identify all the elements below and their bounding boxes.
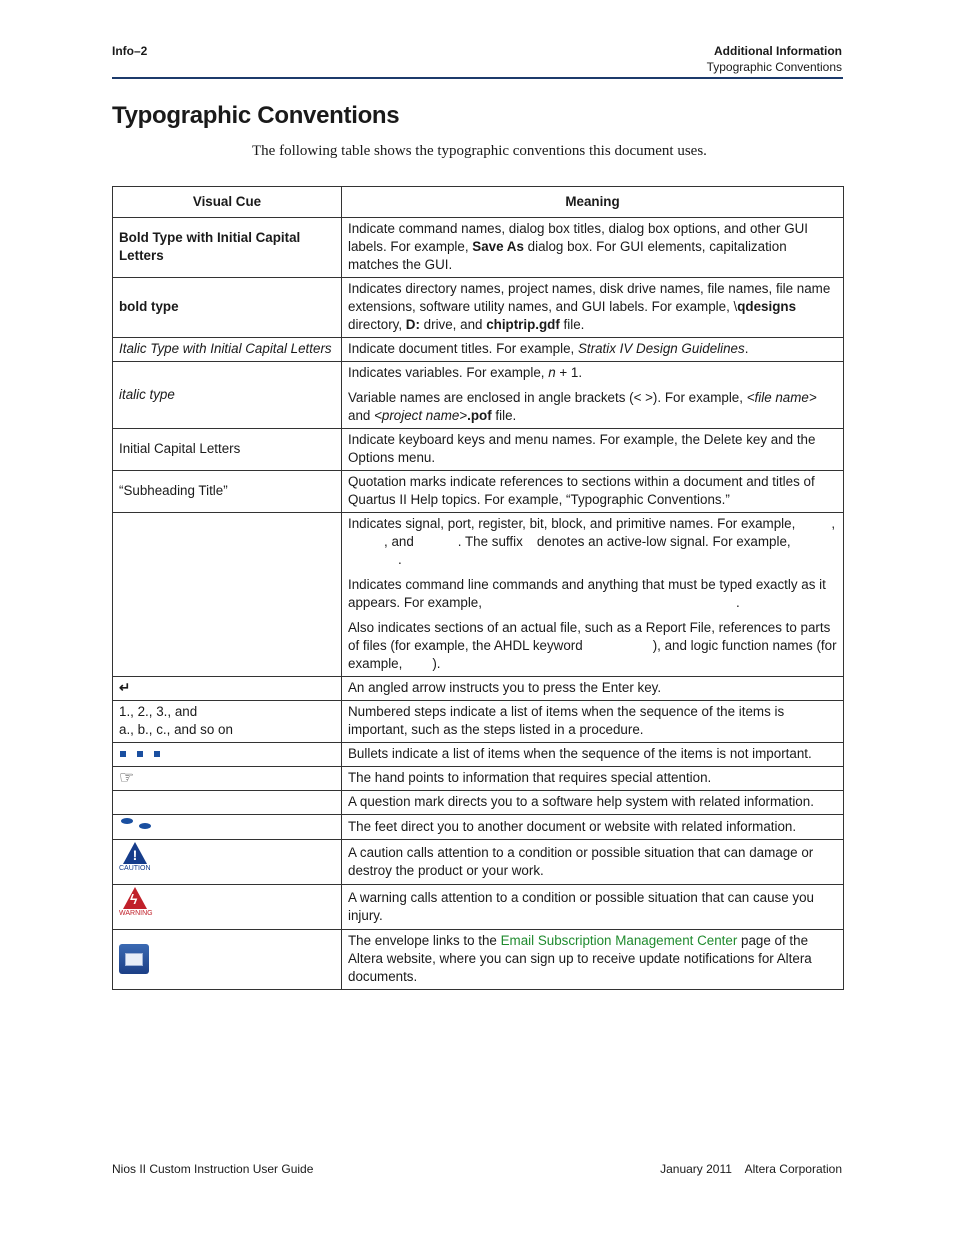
meaning-italic: <project name> (374, 408, 468, 423)
visual-cue: Bold Type with Initial Capital Letters (113, 218, 342, 278)
visual-cue: Initial Capital Letters (113, 429, 342, 471)
bullet-square-icon (154, 751, 160, 757)
footer-document-title: Nios II Custom Instruction User Guide (112, 1162, 314, 1176)
meaning: An angled arrow instructs you to press the Enter key. (342, 677, 844, 701)
meaning-text: file. (491, 408, 517, 423)
warning-icon-glyph: ϟ (130, 891, 138, 907)
meaning: A warning calls attention to a condition or possible situation that can cause you injury. (342, 885, 844, 930)
meaning-text: . (398, 552, 402, 567)
table-row (113, 278, 844, 338)
table-row (113, 701, 844, 743)
meaning-text: . The suffix (457, 534, 523, 549)
meaning-bold: pof (470, 408, 492, 423)
warning-icon (119, 887, 151, 921)
enter-arrow-icon: ↵ (113, 677, 342, 701)
visual-cue: Italic Type with Initial Capital Letters (113, 338, 342, 362)
warning-icon-label: WARNING (119, 910, 153, 917)
meaning: Indicate keyboard keys and menu names. For example, the Delete key and the Options menu. (342, 429, 844, 471)
table-row (113, 815, 844, 840)
visual-cue-line: 1., 2., 3., and (119, 704, 198, 719)
bullet-square-icon (137, 751, 143, 757)
meaning-text: Indicates command line commands and anything that must be typed exactly as it appears. For example, (348, 577, 826, 610)
page-title: Typographic Conventions (112, 102, 400, 129)
meaning (342, 218, 844, 278)
visual-cue (113, 815, 342, 840)
caution-icon-glyph: ! (132, 847, 138, 863)
meaning: A caution calls attention to a condition or possible situation that can damage or destroy the product or your work. (342, 840, 844, 885)
meaning-text: drive, and (419, 317, 487, 332)
meaning-text: Indicates variables. For example, (348, 365, 549, 380)
meaning (342, 338, 844, 362)
table-row (113, 513, 844, 677)
table-row (113, 362, 844, 429)
meaning-bold: Save As (472, 239, 524, 254)
running-header (707, 43, 842, 75)
visual-cue (113, 930, 342, 990)
running-header-section: Typographic Conventions (706, 60, 842, 74)
meaning-text: Indicate command names, dialog box titles, dialog box options, and other GUI labels. For example, (348, 221, 809, 254)
hand-icon: ☞ (113, 767, 342, 791)
feet-icon (119, 817, 159, 831)
meaning-italic: n (548, 365, 556, 380)
table-row (113, 471, 844, 513)
visual-cue: italic type (113, 362, 342, 429)
conventions-table (112, 186, 844, 990)
visual-cue (113, 701, 342, 743)
meaning-text: , (831, 516, 836, 531)
meaning-text: ). (432, 656, 441, 671)
intro-paragraph: The following table shows the typographic conventions this document uses. (252, 143, 707, 159)
visual-cue: “Subheading Title” (113, 471, 342, 513)
page-number: Info–2 (112, 44, 148, 58)
meaning-paragraph (348, 619, 837, 673)
meaning-text: . (744, 341, 749, 356)
meaning-text: Also indicates sections of an actual file, such as a Report File, references to parts of files (for example, the AHDL keyword (348, 620, 831, 653)
meaning (342, 930, 844, 990)
meaning-bold: D: (405, 317, 420, 332)
meaning-italic: <file name> (746, 390, 817, 405)
table-row (113, 840, 844, 885)
question-mark-icon (113, 791, 342, 815)
footer-date-company: January 2011 Altera Corporation (660, 1162, 842, 1176)
meaning-text: The envelope links to the (348, 933, 501, 948)
meaning-text: + 1. (555, 365, 583, 380)
header-rule (112, 77, 843, 79)
meaning-text: Indicates signal, port, register, bit, block, and primitive names. For example, (348, 516, 796, 531)
meaning: Quotation marks indicate references to sections within a document and titles of Quartus II Help topics. For example, “Typographic Conventions.” (342, 471, 844, 513)
meaning-paragraph (348, 576, 837, 612)
meaning-text: ), and logic function names (for example, (348, 638, 837, 671)
meaning-text: Indicate document titles. For example, (348, 341, 578, 356)
meaning: A question mark directs you to a software help system with related information. (342, 791, 844, 815)
header-visual-cue: Visual Cue (113, 187, 342, 218)
meaning-text: and (348, 408, 375, 423)
meaning-text: file. (559, 317, 585, 332)
meaning-bold: . (467, 408, 471, 423)
visual-cue-line: a., b., c., and so on (119, 722, 233, 737)
meaning-paragraph (348, 364, 837, 382)
table-row (113, 677, 844, 701)
meaning-text: , and (384, 534, 414, 549)
meaning (342, 278, 844, 338)
visual-cue (113, 513, 342, 677)
meaning-text: . (735, 595, 740, 610)
visual-cue (113, 885, 342, 930)
meaning: The hand points to information that requires special attention. (342, 767, 844, 791)
meaning (342, 513, 844, 677)
meaning: The feet direct you to another document or website with related information. (342, 815, 844, 840)
bullets-icon (113, 743, 342, 767)
meaning-text: Indicates directory names, project names, disk drive names, file names, file name extensions, software utility names, and GUI labels. For example, \ (348, 281, 831, 314)
running-header-chapter: Additional Information (714, 44, 842, 58)
caution-icon (119, 842, 151, 876)
visual-cue (113, 840, 342, 885)
meaning-bold: chiptrip.gdf (486, 317, 560, 332)
header-meaning: Meaning (342, 187, 844, 218)
caution-icon-label: CAUTION (119, 865, 151, 872)
meaning-italic: Stratix IV Design Guidelines (577, 341, 745, 356)
meaning-text: page of the Altera website, where you can sign up to receive update notifications for Altera documents. (348, 933, 812, 984)
table-row (113, 429, 844, 471)
bullet-square-icon (120, 751, 126, 757)
meaning (342, 362, 844, 429)
table-row (113, 930, 844, 990)
table-row (113, 218, 844, 278)
table-row (113, 767, 844, 791)
table-header-row (113, 187, 844, 218)
meaning-text: denotes an active-low signal. For example, (536, 534, 791, 549)
meaning: Bullets indicate a list of items when the sequence of the items is not important. (342, 743, 844, 767)
table-row (113, 791, 844, 815)
visual-cue: bold type (113, 278, 342, 338)
email-subscription-link[interactable]: Email Subscription Management Center (500, 933, 738, 948)
table-row (113, 338, 844, 362)
meaning-text: Variable names are enclosed in angle brackets (< >). For example, (348, 390, 747, 405)
meaning-bold: qdesigns (737, 299, 797, 314)
meaning-text: directory, (348, 317, 406, 332)
envelope-icon (119, 944, 149, 974)
meaning-text: dialog box. For GUI elements, capitalization matches the GUI. (348, 239, 787, 272)
meaning-paragraph (348, 515, 837, 569)
table-row (113, 885, 844, 930)
meaning: Numbered steps indicate a list of items when the sequence of the items is important, such as the steps listed in a procedure. (342, 701, 844, 743)
meaning-paragraph (348, 389, 837, 425)
table-row (113, 743, 844, 767)
